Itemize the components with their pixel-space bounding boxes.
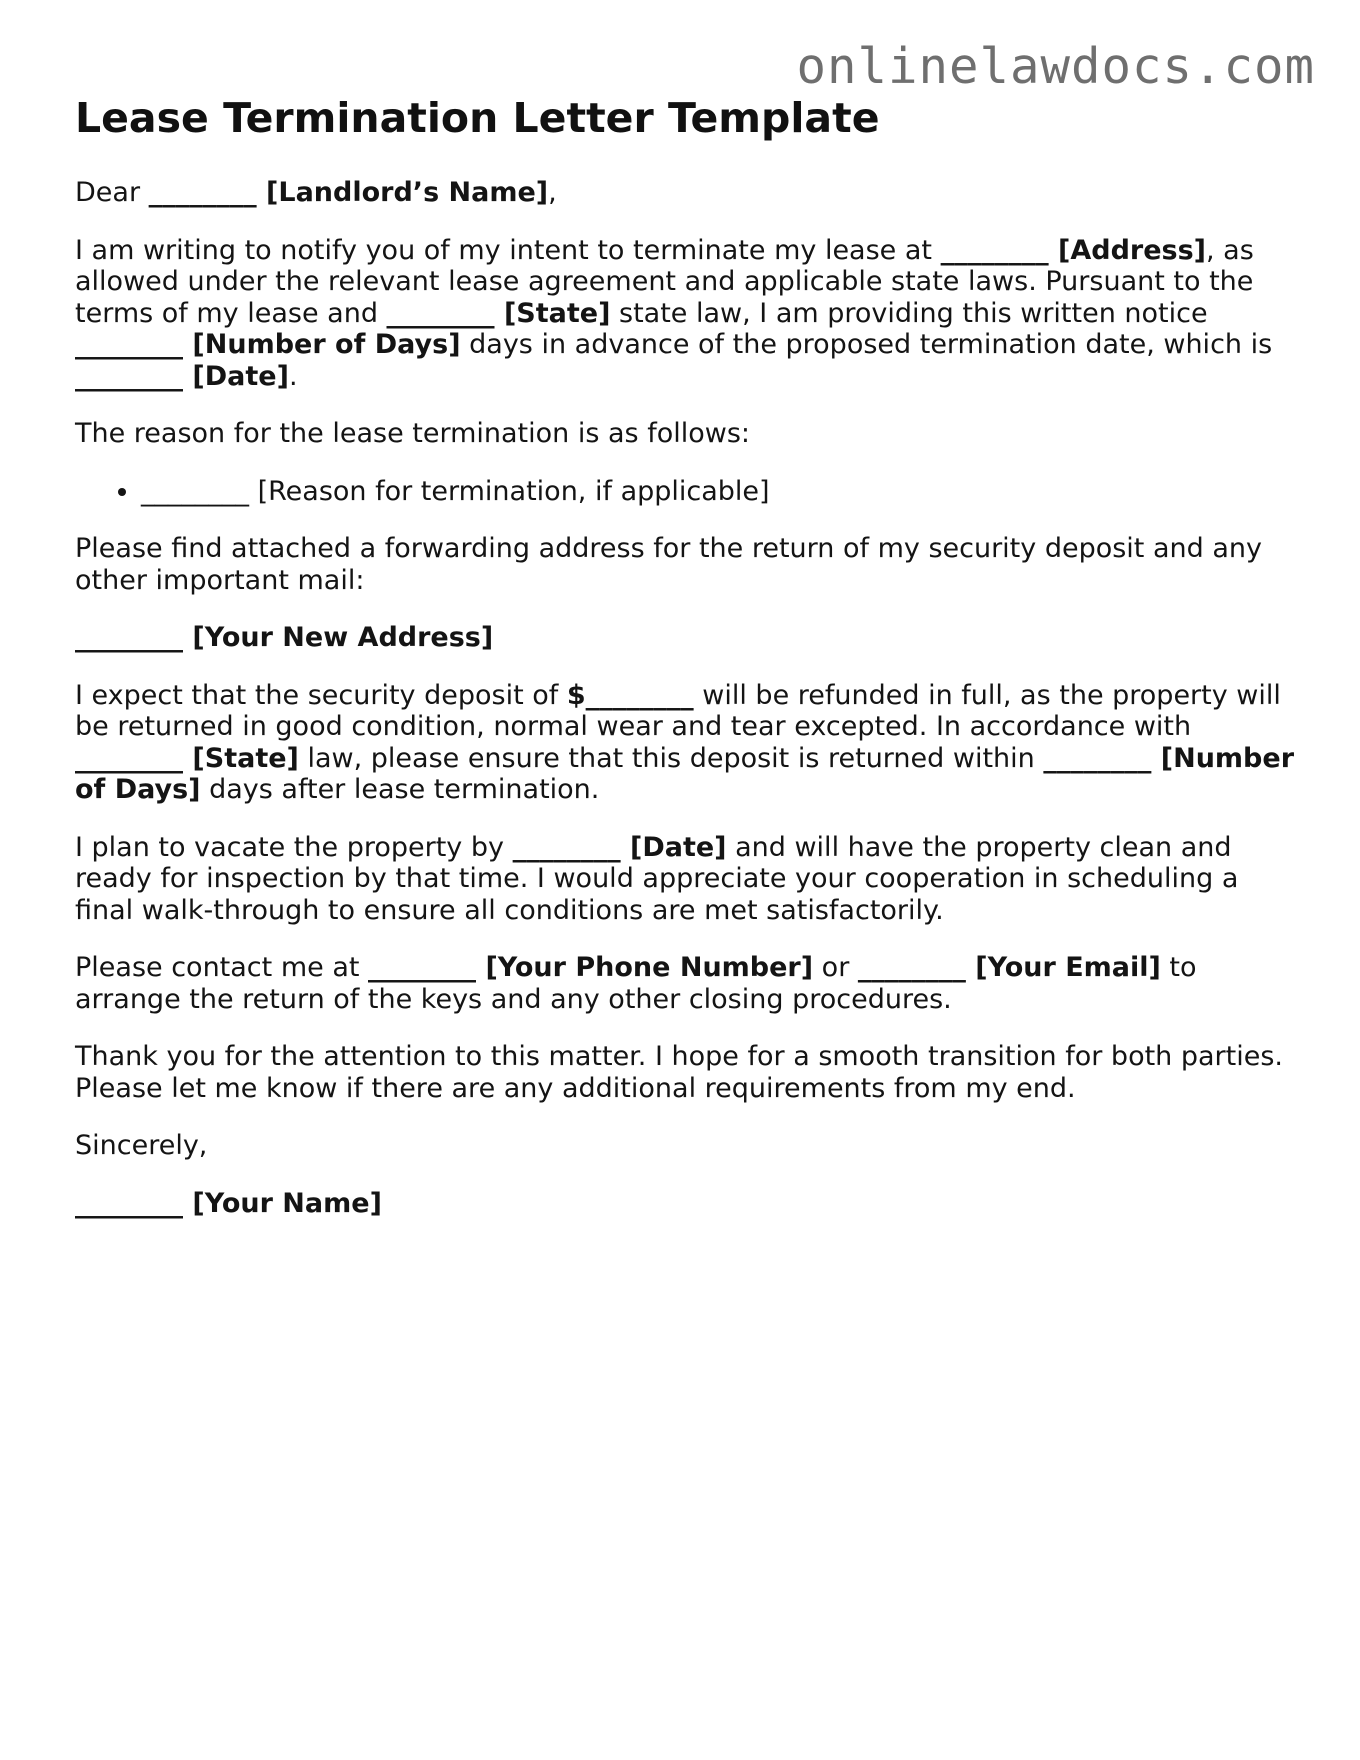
notice-days-field: ________ [Number of Days]	[75, 329, 461, 360]
deposit-paragraph: I expect that the security deposit of $________ will be refunded in full, as the property will be returned in good condition, normal wear and tear excepted. In accordance with ________ [State] law, please ensure that this deposit is returned within ________ [Number of Days] days after lease termination.	[75, 679, 1295, 805]
salutation	[75, 177, 1305, 209]
phone-field: ________ [Your Phone Number]	[368, 952, 814, 983]
closing: Sincerely,	[75, 1130, 208, 1161]
landlord-name-field: ________ [Landlord’s Name]	[148, 177, 549, 208]
deposit-state-field: ________ [State]	[75, 742, 299, 774]
document-page	[75, 92, 1305, 1219]
deposit-amount-field: $________	[566, 679, 694, 711]
state-field: ________ [State]	[386, 297, 611, 329]
address-field: ________ [Address]	[940, 234, 1206, 266]
watermark: onlinelawdocs.com	[796, 38, 1315, 95]
signature-field: ________ [Your Name]	[75, 1187, 382, 1219]
vacate-paragraph: I plan to vacate the property by ________ [Date] and will have the property clean and ready for inspection by that time. I would appreciate your cooperation in scheduling a final walk-through to ensure all conditions are met satisfactorily.	[75, 831, 1239, 926]
thanks-paragraph: Thank you for the attention to this matter. I hope for a smooth transition for both parties. Please let me know if there are any additional requirements from my end.	[75, 1041, 1283, 1104]
email-field: ________ [Your Email]	[857, 952, 1161, 983]
page-title: Lease Termination Letter Template	[75, 94, 880, 142]
reason-intro: The reason for the lease termination is as follows:	[75, 418, 750, 449]
list-item: • ________ [Reason for termination, if applicable]	[141, 476, 1305, 508]
contact-paragraph: Please contact me at ________ [Your Phone Number] or ________ [Your Email] to arrange the return of the keys and any other closing procedures.	[75, 952, 1197, 1015]
vacate-date-field: ________ [Date]	[512, 831, 727, 863]
new-address-field: ________ [Your New Address]	[75, 622, 494, 653]
intent-paragraph: I am writing to notify you of my intent to terminate my lease at ________ [Address], as allowed under the relevant lease agreement and applicable state laws. Pursuant to the terms of my lease and ________ [State] state law, I am providing this written notice ________ [Number of Days] days in advance of the proposed termination date, which is ________ [Date].	[75, 234, 1273, 392]
forwarding-paragraph: Please find attached a forwarding address for the return of my security deposit and any other important mail:	[75, 533, 1262, 596]
salutation-suffix: ,	[548, 177, 557, 208]
refund-days-field: ________ [Number of Days]	[75, 742, 1295, 805]
salutation-prefix: Dear	[75, 177, 149, 208]
reason-list	[75, 476, 1305, 508]
termination-date-field: ________ [Date]	[75, 360, 289, 392]
